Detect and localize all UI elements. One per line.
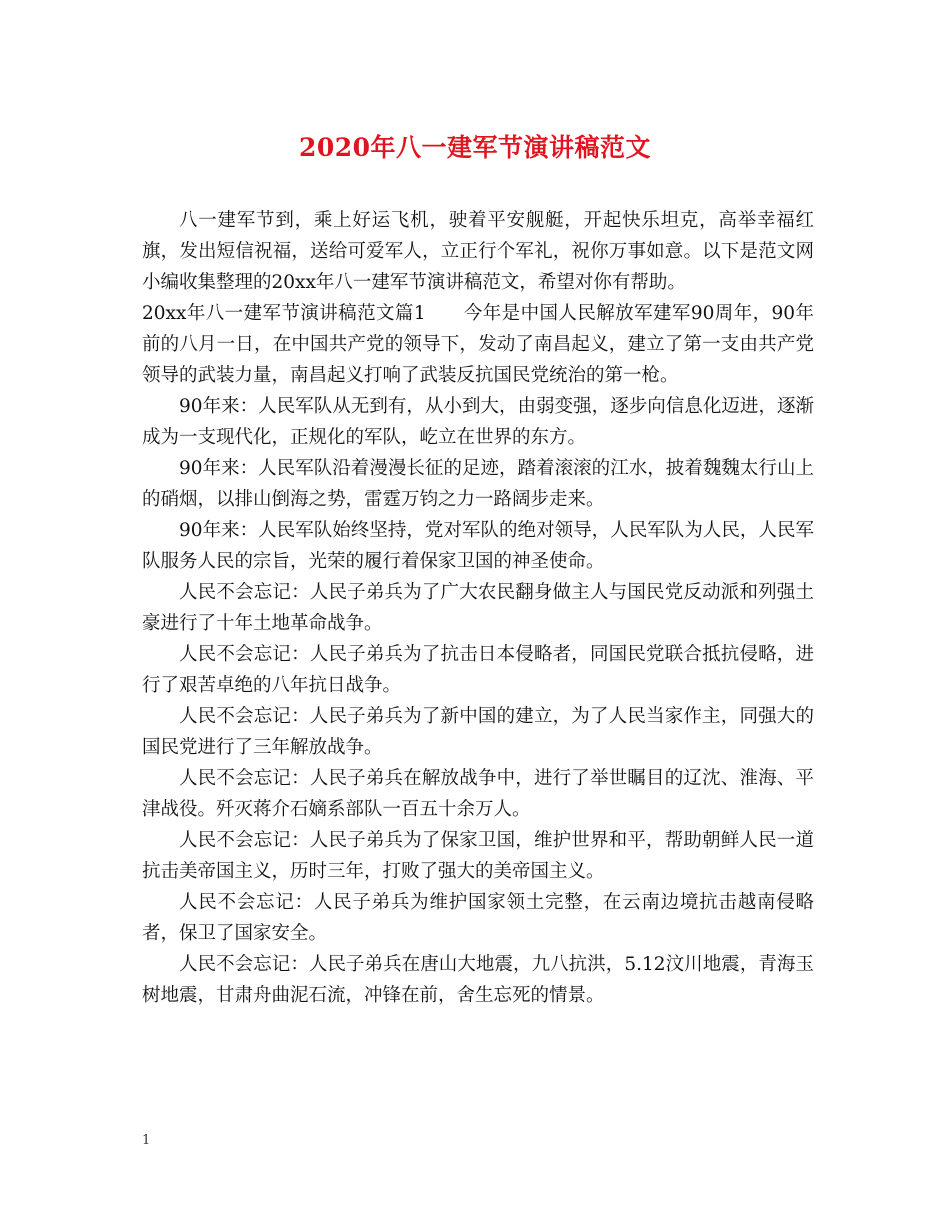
paragraph-8: 人民不会忘记：人民子弟兵在解放战争中，进行了举世瞩目的辽沈、淮海、平津战役。歼灭蒋介石嫡系部队一百五十余万人。: [142, 768, 814, 820]
page-number: 1: [142, 1133, 151, 1148]
paragraph-11: 人民不会忘记：人民子弟兵在唐山大地震，九八抗洪，5.12汶川地震，青海玉树地震，甘肃舟曲泥石流，冲锋在前，舍生忘死的情景。: [142, 954, 814, 1006]
paragraph-intro: 八一建军节到，乘上好运飞机，驶着平安舰艇，开起快乐坦克，高举幸福红旗，发出短信祝福，送给可爱军人，立正行个军礼，祝你万事如意。以下是范文网小编收集整理的20xx年八一建军节演讲稿范文，希望对你有帮助。: [142, 210, 814, 293]
paragraph-10: 人民不会忘记：人民子弟兵为维护国家领土完整，在云南边境抗击越南侵略者，保卫了国家安全。: [142, 892, 814, 944]
paragraph-1: 20xx年八一建军节演讲稿范文篇1 今年是中国人民解放军建军90周年，90年前的八月一日，在中国共产党的领导下，发动了南昌起义，建立了第一支由共产党领导的武装力量，南昌起义打响了武装反抗国民党统治的第一枪。: [142, 303, 814, 386]
paragraph-6: 人民不会忘记：人民子弟兵为了抗击日本侵略者，同国民党联合抵抗侵略，进行了艰苦卓绝的八年抗日战争。: [142, 644, 814, 696]
paragraph-2: 90年来：人民军队从无到有，从小到大，由弱变强，逐步向信息化迈进，逐渐成为一支现代化，正规化的军队，屹立在世界的东方。: [142, 396, 814, 448]
paragraph-9: 人民不会忘记：人民子弟兵为了保家卫国，维护世界和平，帮助朝鲜人民一道抗击美帝国主义，历时三年，打败了强大的美帝国主义。: [142, 830, 814, 882]
paragraph-5: 人民不会忘记：人民子弟兵为了广大农民翻身做主人与国民党反动派和列强土豪进行了十年土地革命战争。: [142, 582, 814, 634]
paragraph-4: 90年来：人民军队始终坚持，党对军队的绝对领导，人民军队为人民，人民军队服务人民的宗旨，光荣的履行着保家卫国的神圣使命。: [142, 520, 814, 572]
page-title: 2020年八一建军节演讲稿范文: [298, 133, 652, 162]
paragraph-3: 90年来：人民军队沿着漫漫长征的足迹，踏着滚滚的江水，披着魏魏太行山上的硝烟，以排山倒海之势，雷霆万钧之力一路阔步走来。: [142, 458, 814, 510]
document-body: [142, 205, 814, 1011]
paragraph-7: 人民不会忘记：人民子弟兵为了新中国的建立，为了人民当家作主，同强大的国民党进行了三年解放战争。: [142, 706, 814, 758]
